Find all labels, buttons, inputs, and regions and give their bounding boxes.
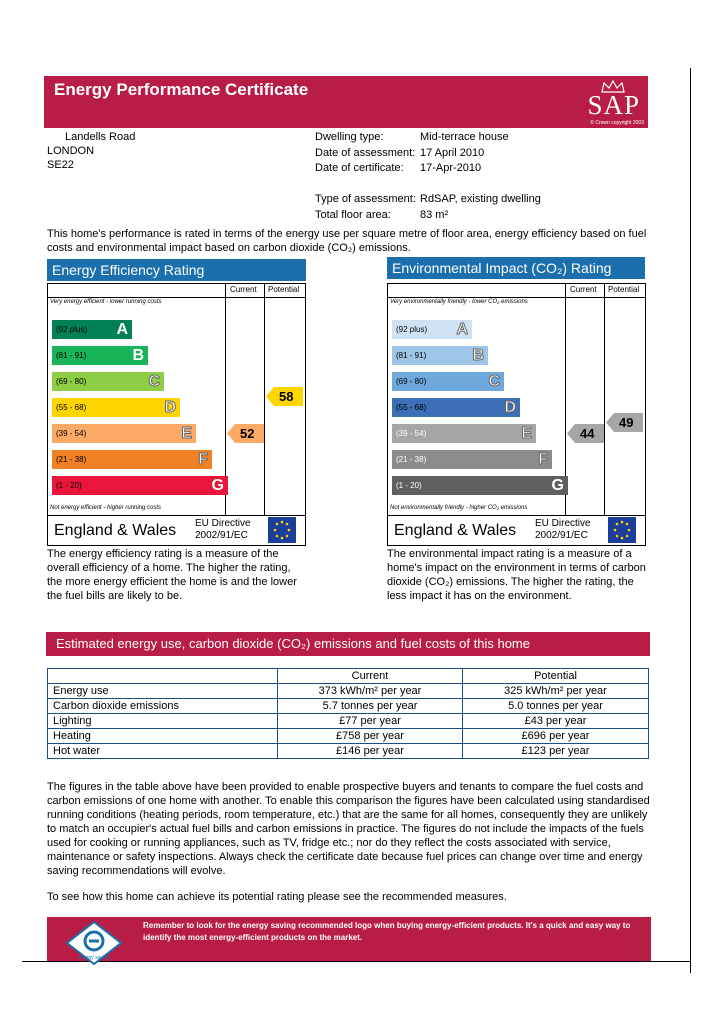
table-row bbox=[48, 714, 649, 729]
eer-band-range: (92 plus) bbox=[56, 325, 88, 334]
eer-col-potential: Potential bbox=[268, 285, 300, 294]
footer-bar bbox=[47, 917, 651, 961]
eir-potential-rating-arrow bbox=[606, 413, 643, 432]
table-row bbox=[48, 744, 649, 759]
detail-label-dwelling: Dwelling type: bbox=[315, 131, 384, 143]
eir-current-rating-arrow bbox=[567, 424, 604, 443]
eir-bottom-note: Not environmentally friendly - higher CO₂ emissions bbox=[390, 505, 528, 511]
sap-logo: SAP bbox=[587, 90, 640, 120]
eu-flag-icon bbox=[268, 517, 296, 543]
detail-label-assessment-date: Date of assessment: bbox=[315, 147, 416, 159]
table-cell: 5.0 tonnes per year bbox=[463, 699, 649, 714]
eir-region: England & Wales bbox=[394, 522, 517, 539]
eer-band-letter: A bbox=[116, 321, 128, 338]
eer-band-letter: B bbox=[132, 347, 144, 364]
detail-label-assessment-type: Type of assessment: bbox=[315, 193, 416, 205]
table-cell: £123 per year bbox=[463, 744, 649, 759]
body-text: The figures in the table above have been provided to enable prospective buyers and tenants to compare the fuel costs and carbon emissions of one home with another. To enable this comparison the figures have been calculated using standardised running conditions (heating periods, room temperature, etc.) that are the same for all homes, consequently they are unlikely to match an occupier's actual fuel bills and carbon emissions in practice. The figures do not include the impacts of the fuels used for cooking or running appliances, such as TV, fridge etc.; nor do they reflect the costs associated with service, maintenance or safety inspections. Always check the certificate date because fuel prices can change over time and energy saving recommendations will evolve. bbox=[47, 781, 650, 877]
table-cell: £758 per year bbox=[278, 729, 463, 744]
table-header-row bbox=[48, 669, 649, 684]
eer-band-a bbox=[52, 320, 132, 339]
table-cell: £77 per year bbox=[278, 714, 463, 729]
eir-band-range: (81 - 91) bbox=[396, 351, 427, 360]
eir-band-d bbox=[392, 398, 520, 417]
detail-value-dwelling: Mid-terrace house bbox=[420, 131, 509, 143]
eer-band-d bbox=[52, 398, 180, 417]
table-cell: Lighting bbox=[48, 714, 278, 729]
eir-band-c bbox=[392, 372, 504, 391]
eer-potential-rating-arrow bbox=[266, 387, 303, 406]
eer-band-letter: C bbox=[148, 373, 160, 390]
detail-label-certificate-date: Date of certificate: bbox=[315, 162, 404, 174]
table-cell: Hot water bbox=[48, 744, 278, 759]
sap-copyright: © Crown copyright 2003 bbox=[590, 120, 644, 126]
eu-flag-icon bbox=[608, 517, 636, 543]
table-cell: £696 per year bbox=[463, 729, 649, 744]
eer-directive: EU Directive 2002/91/EC bbox=[195, 518, 251, 541]
eir-band-a bbox=[392, 320, 472, 339]
eer-bottom-note: Not energy efficient - higher running costs bbox=[50, 505, 162, 511]
table-header-cell bbox=[48, 669, 278, 684]
eer-band-letter: E bbox=[181, 425, 192, 442]
table-cell: Energy use bbox=[48, 684, 278, 699]
eer-band-letter: D bbox=[164, 399, 176, 416]
eer-band-range: (1 - 20) bbox=[56, 481, 82, 490]
table-header-cell: Current bbox=[278, 669, 463, 684]
eir-directive: EU Directive 2002/91/EC bbox=[535, 518, 591, 541]
eir-band-letter: E bbox=[521, 425, 532, 442]
table-cell: £43 per year bbox=[463, 714, 649, 729]
eir-band-b bbox=[392, 346, 488, 365]
svg-text:energy saving: energy saving bbox=[78, 955, 110, 961]
eer-band-letter: G bbox=[211, 477, 224, 494]
eir-band-letter: D bbox=[504, 399, 516, 416]
intro-text: This home's performance is rated in terms of the energy use per square metre of floor area, energy efficiency based on fuel costs and environmental impact based on carbon dioxide (CO₂) emissions. bbox=[47, 228, 647, 254]
eer-band-range: (21 - 38) bbox=[56, 455, 87, 464]
eir-band-range: (92 plus) bbox=[396, 325, 428, 334]
table-row bbox=[48, 699, 649, 714]
eir-potential-rating-value: 49 bbox=[619, 415, 634, 430]
table-cell: Carbon dioxide emissions bbox=[48, 699, 278, 714]
eir-col-potential: Potential bbox=[608, 285, 640, 294]
eir-band-range: (39 - 54) bbox=[396, 429, 427, 438]
estimates-title: Estimated energy use, carbon dioxide (CO₂) emissions and fuel costs of this home bbox=[46, 632, 650, 656]
eir-band-range: (69 - 80) bbox=[396, 377, 427, 386]
footer-text: Remember to look for the energy saving recommended logo when buying energy-efficient products. It's a quick and easy way to identify the most energy-efficient products on the market. bbox=[143, 921, 631, 942]
eer-current-rating-arrow bbox=[227, 424, 264, 443]
recommend-text: To see how this home can achieve its potential rating please see the recommended measures. bbox=[47, 891, 507, 903]
address-line3: SE22 bbox=[47, 159, 74, 171]
eer-band-range: (55 - 68) bbox=[56, 403, 87, 412]
eer-band-range: (81 - 91) bbox=[56, 351, 87, 360]
eer-band-range: (39 - 54) bbox=[56, 429, 87, 438]
detail-value-floor-area: 83 m² bbox=[420, 209, 449, 221]
table-cell: 5.7 tonnes per year bbox=[278, 699, 463, 714]
eir-description: The environmental impact rating is a measure of a home's impact on the environment in terms of carbon dioxide (CO₂) emissions. The higher the rating, the less impact it has on the environment. bbox=[387, 548, 646, 602]
eer-col-current: Current bbox=[230, 285, 257, 294]
eer-title: Energy Efficiency Rating bbox=[47, 259, 306, 281]
eir-band-g bbox=[392, 476, 568, 495]
page-edge-line bbox=[690, 68, 691, 973]
table-row bbox=[48, 729, 649, 744]
eir-col-current: Current bbox=[570, 285, 597, 294]
detail-value-assessment-date: 17 April 2010 bbox=[420, 147, 485, 159]
header-bar bbox=[44, 76, 648, 128]
eir-band-range: (1 - 20) bbox=[396, 481, 422, 490]
eir-band-letter: A bbox=[456, 321, 468, 338]
eer-current-rating-value: 52 bbox=[240, 426, 255, 441]
eer-band-range: (69 - 80) bbox=[56, 377, 87, 386]
eer-potential-rating-value: 58 bbox=[279, 389, 294, 404]
page-title: Energy Performance Certificate bbox=[54, 80, 309, 99]
eir-chart bbox=[387, 283, 646, 546]
table-cell: £146 per year bbox=[278, 744, 463, 759]
table-header-cell: Potential bbox=[463, 669, 649, 684]
eer-description: The energy efficiency rating is a measure of the overall efficiency of a home. The higher the rating, the more energy efficient the home is and the lower the fuel bills are likely to be. bbox=[47, 548, 297, 602]
eer-chart bbox=[47, 283, 306, 546]
eer-top-note: Very energy efficient - lower running costs bbox=[50, 299, 162, 305]
eir-band-letter: F bbox=[538, 451, 548, 468]
eer-band-g bbox=[52, 476, 228, 495]
eir-band-letter: C bbox=[488, 373, 500, 390]
address-line2: LONDON bbox=[47, 145, 95, 157]
eer-band-e bbox=[52, 424, 196, 443]
address-line1: Landells Road bbox=[65, 131, 136, 143]
table-cell: 325 kWh/m² per year bbox=[463, 684, 649, 699]
eer-band-b bbox=[52, 346, 148, 365]
eir-title: Environmental Impact (CO₂) Rating bbox=[387, 257, 645, 279]
table-cell: Heating bbox=[48, 729, 278, 744]
table-cell: 373 kWh/m² per year bbox=[278, 684, 463, 699]
estimates-table bbox=[47, 668, 649, 759]
eir-band-letter: B bbox=[472, 347, 484, 364]
eir-current-rating-value: 44 bbox=[580, 426, 595, 441]
table-row bbox=[48, 684, 649, 699]
eir-band-f bbox=[392, 450, 552, 469]
eer-band-c bbox=[52, 372, 164, 391]
eer-band-f bbox=[52, 450, 212, 469]
eir-top-note: Very environmentally friendly - lower CO₂ emissions bbox=[390, 299, 528, 305]
eer-band-letter: F bbox=[198, 451, 208, 468]
energy-saving-logo-icon bbox=[65, 921, 123, 965]
detail-value-assessment-type: RdSAP, existing dwelling bbox=[420, 193, 541, 205]
eir-band-range: (21 - 38) bbox=[396, 455, 427, 464]
eer-region: England & Wales bbox=[54, 522, 177, 539]
detail-label-floor-area: Total floor area: bbox=[315, 209, 391, 221]
eir-band-range: (55 - 68) bbox=[396, 403, 427, 412]
eir-band-letter: G bbox=[551, 477, 564, 494]
detail-value-certificate-date: 17-Apr-2010 bbox=[420, 162, 482, 174]
eir-band-e bbox=[392, 424, 536, 443]
